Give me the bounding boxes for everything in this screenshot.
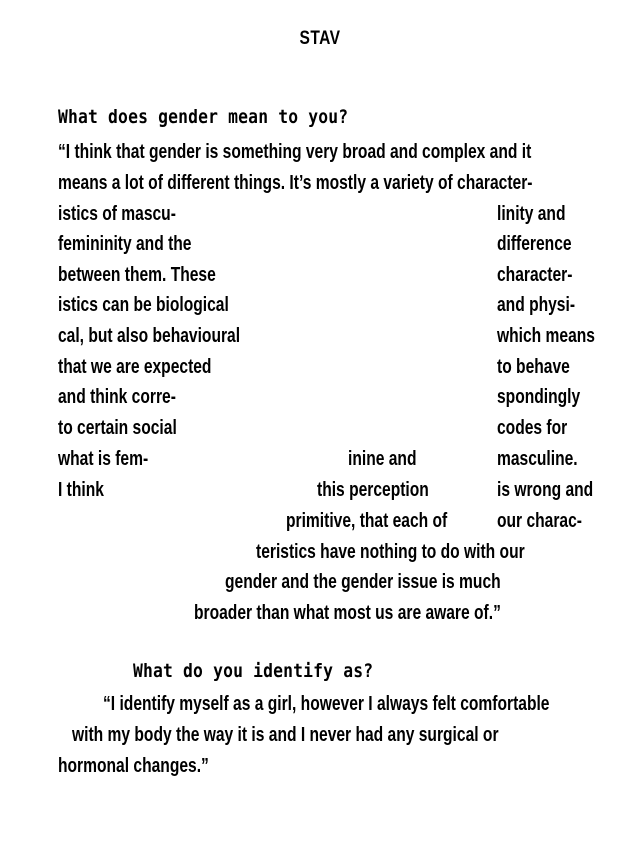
answer-1-right-line: which means xyxy=(497,325,595,347)
answer-1-line: means a lot of different things. It’s mostly a variety of character- xyxy=(58,172,533,194)
answer-1-line: “I think that gender is something very broad and complex and it xyxy=(58,141,532,163)
answer-2-line: hormonal changes.” xyxy=(58,755,209,777)
answer-1-right-line: masculine. xyxy=(497,448,578,470)
answer-1-right-line: and physi- xyxy=(497,294,576,316)
answer-1-tail-line: teristics have nothing to do with our xyxy=(256,541,525,563)
answer-1-mid-line: primitive, that each of xyxy=(286,510,448,532)
answer-1-mid-line: inine and xyxy=(348,448,417,470)
answer-1-right-line: character- xyxy=(497,264,573,286)
answer-1-left-line: I think xyxy=(58,479,104,501)
answer-2-line: with my body the way it is and I never had any surgical or xyxy=(72,724,499,746)
answer-2-line: “I identify myself as a girl, however I always felt comfortable xyxy=(103,693,550,715)
answer-1-left-line: between them. These xyxy=(58,264,216,286)
answer-1-right-line: difference xyxy=(497,233,572,255)
answer-1-left-line: that we are expected xyxy=(58,356,212,378)
answer-1-right-line: to behave xyxy=(497,356,570,378)
answer-1-right-line: our charac- xyxy=(497,510,582,532)
answer-1-left-line: and think corre- xyxy=(58,386,176,408)
question-1: What does gender mean to you? xyxy=(58,106,349,128)
answer-1-tail-line: gender and the gender issue is much xyxy=(225,571,501,593)
page-title: STAV xyxy=(299,28,341,49)
answer-1-right-line: codes for xyxy=(497,417,568,439)
answer-1-left-line: cal, but also behavioural xyxy=(58,325,241,347)
answer-1-left-line: to certain social xyxy=(58,417,177,439)
answer-1-left-line: femininity and the xyxy=(58,233,192,255)
answer-1-right-line: linity and xyxy=(497,203,566,225)
answer-1-right-line: is wrong and xyxy=(497,479,594,501)
answer-1-left-line: istics can be biological xyxy=(58,294,229,316)
question-2: What do you identify as? xyxy=(133,660,374,682)
answer-1-mid-line: this perception xyxy=(317,479,429,501)
answer-1-tail-line: broader than what most us are aware of.” xyxy=(194,602,501,624)
answer-1-left-line: istics of mascu- xyxy=(58,203,176,225)
answer-1-left-line: what is fem- xyxy=(58,448,149,470)
answer-1-right-line: spondingly xyxy=(497,386,581,408)
